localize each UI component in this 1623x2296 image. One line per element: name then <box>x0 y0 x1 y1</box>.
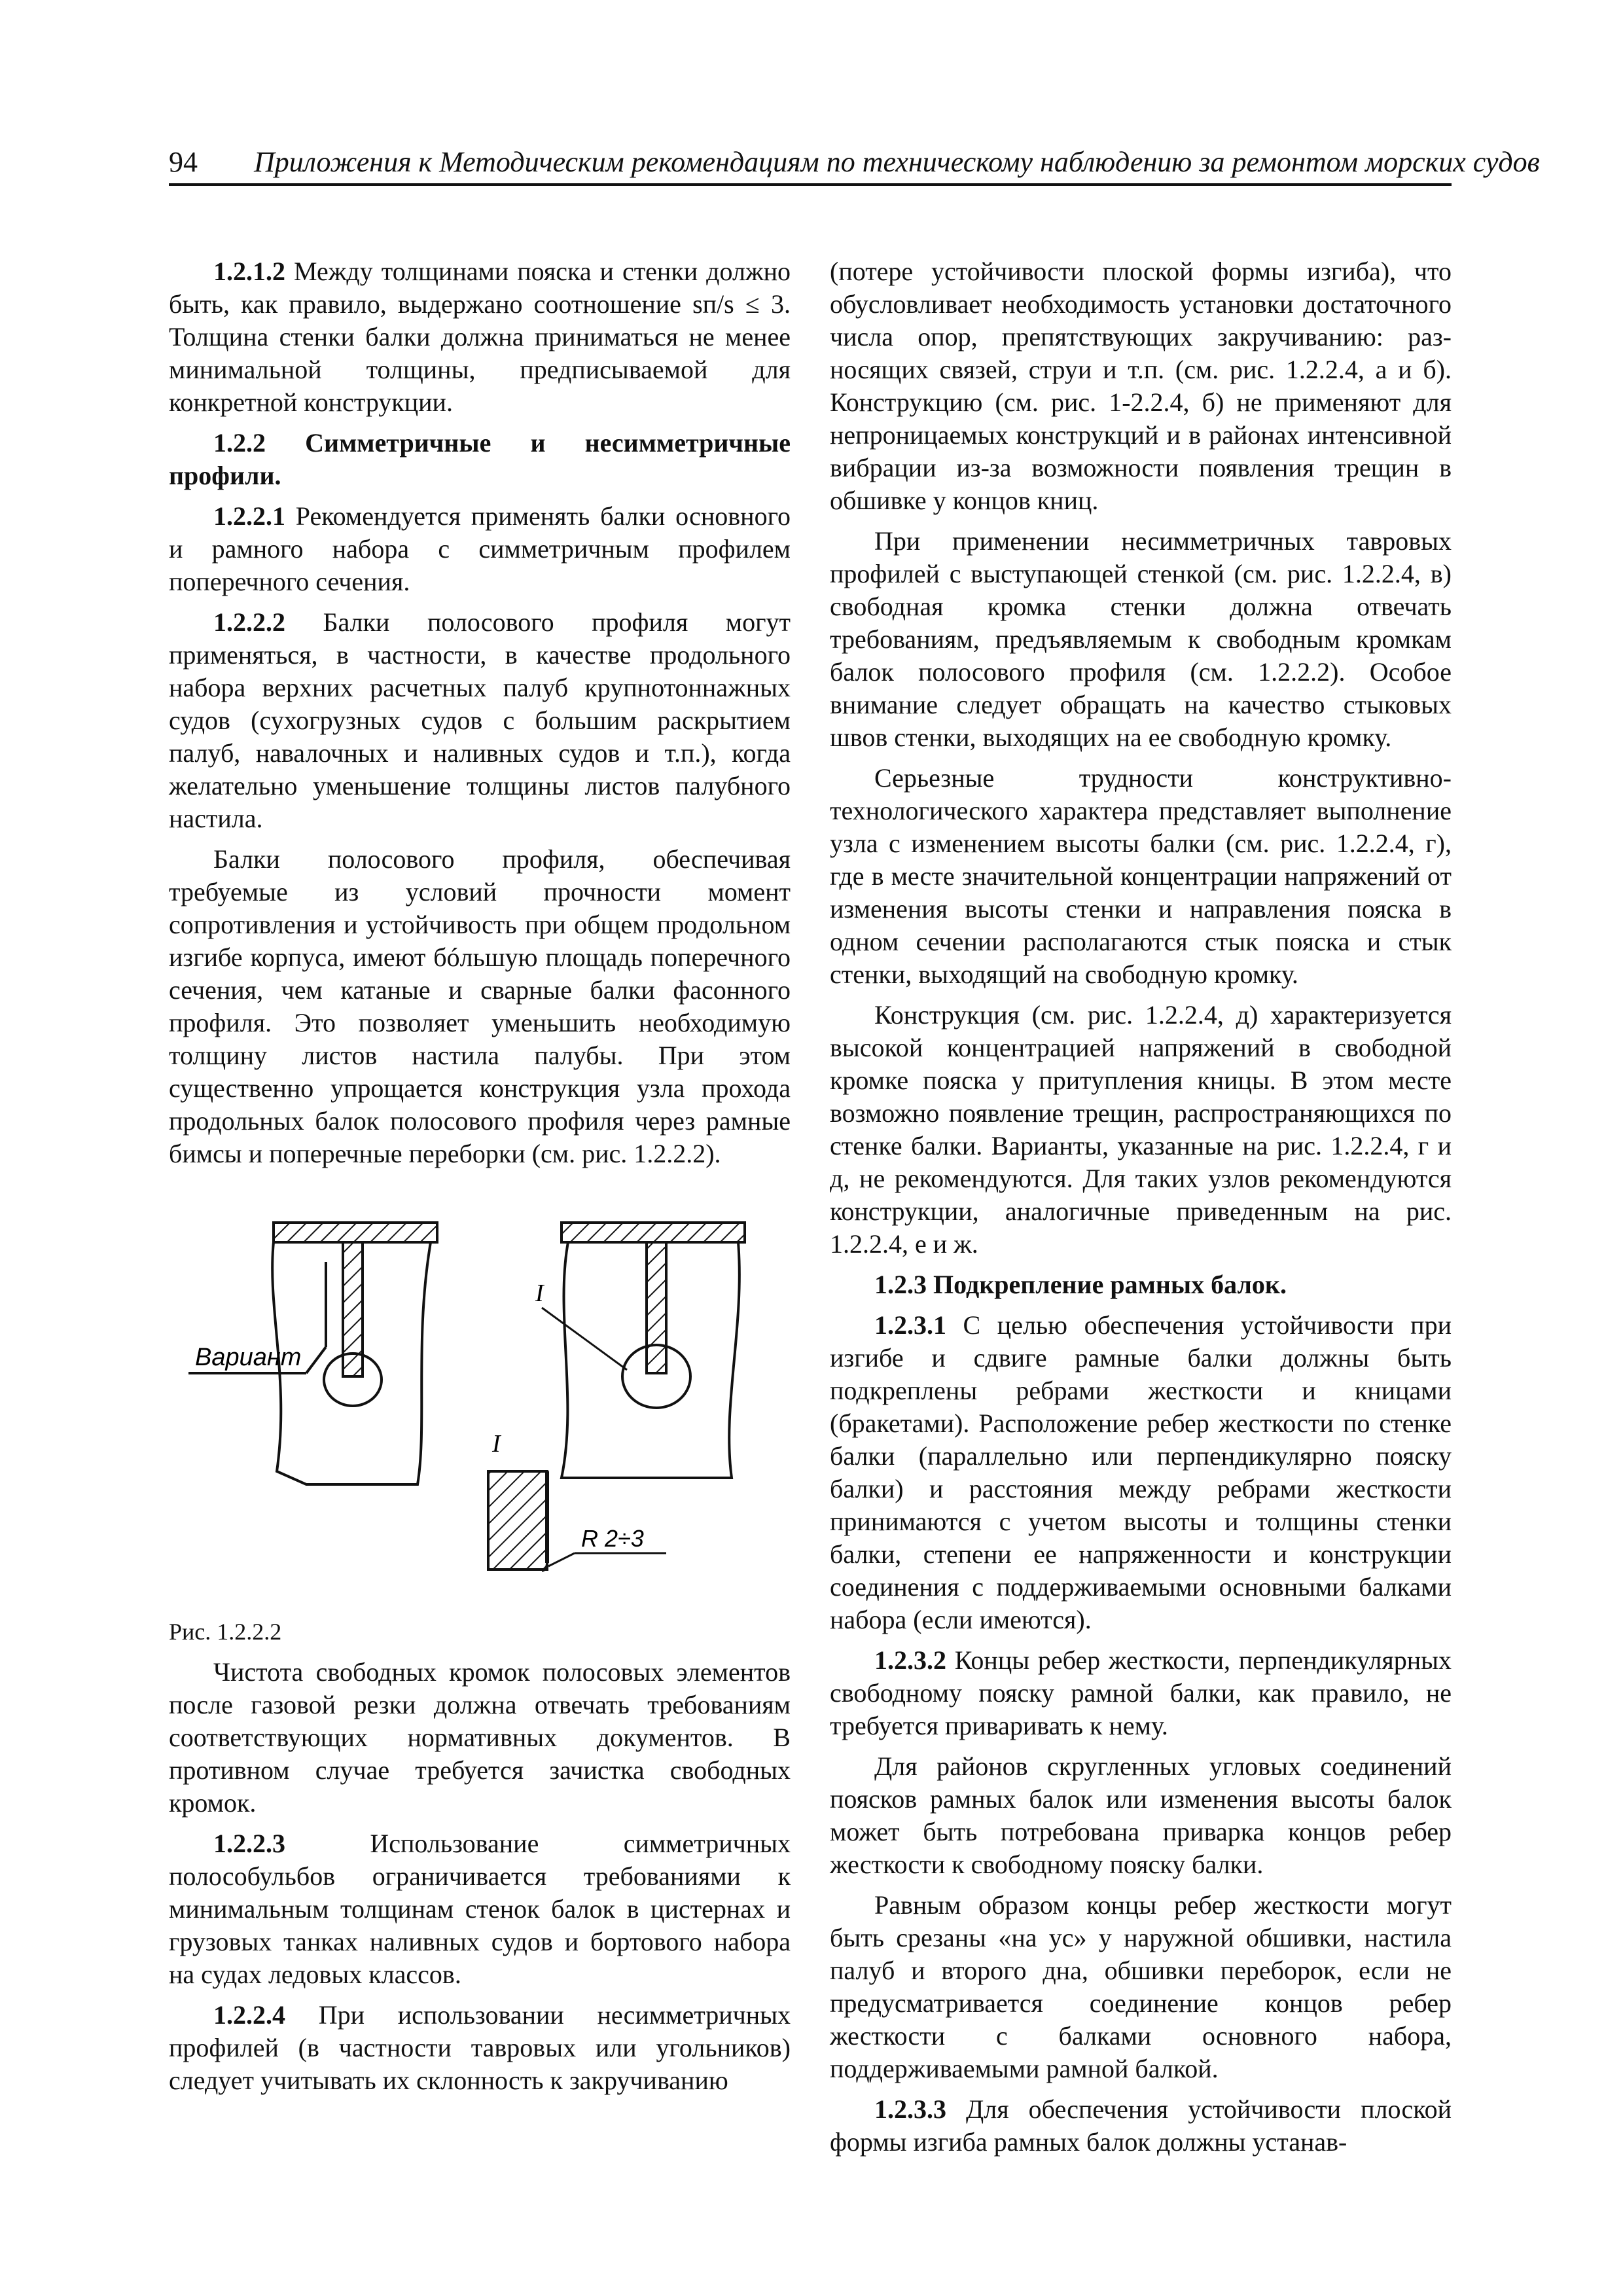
section-heading: 1.2.2 Симметричные и несимметричные профили. <box>169 428 791 490</box>
clause-number: 1.2.3.3 <box>874 2094 946 2124</box>
paragraph: (потере устойчивости плоской формы изгиба), что обусловливает необходимость установки достаточного числа опор, препятствующих закручиванию: раз-носящих связей, струи и т.п. (см. рис. 1.2.2.4, а и б). Конструкцию (см. рис. 1-2.2.4, б) не применяют для непроницаемых конструкций и в районах интенсивной вибрации из-за возможности появления трещин в обшивке у концов книц. <box>830 257 1452 515</box>
detail-i-edge <box>488 1471 666 1571</box>
figure-drawing <box>169 1210 791 1615</box>
label-detail-i-top: I <box>535 1280 544 1307</box>
paragraph-text: Балки полосового профиля могут применяться, в частности, в качестве продольного набора верхних расчетных палуб крупнотоннажных судов (сухогрузных судов с большим раскрытием палуб, навалочных и наливных судов и т.п.), когда желательно уменьшение толщины листов палубного настила. <box>169 607 791 833</box>
paragraph <box>169 606 791 835</box>
clause-number: 1.2.1.2 <box>213 257 285 286</box>
left-column <box>169 255 791 2105</box>
paragraph: Для районов скругленных угловых соединений поясков рамных балок или изменения высоты балок может быть потребована приварка концов ребер жесткости к свободному пояску балки. <box>830 1751 1452 1879</box>
section-heading: 1.2.3 Подкрепление рамных балок. <box>874 1270 1287 1299</box>
paragraph <box>169 500 791 598</box>
clause-number: 1.2.3.2 <box>874 1645 946 1675</box>
paragraph-text: С целью обеспечения устойчивости при изгибе и сдвиге рамные балки должны быть подкреплены ребрами жесткости и кницами (бракетами). Расположение ребер жесткости по стенке балки (параллельно или перпендикулярно пояску балки) и расстояния между ребрами жесткости принимаются с учетом высоты и толщины стенки балки, степени ее напряженности и конструкции соединения с поддерживаемыми основными балками набора (если имеются). <box>830 1310 1452 1634</box>
paragraph <box>169 255 791 419</box>
paragraph <box>830 2093 1452 2159</box>
paragraph-text: Концы ребер жесткости, перпендикулярных свободному пояску рамной балки, как правило, не требуется приваривать к нему. <box>830 1645 1452 1740</box>
clause-number: 1.2.2.1 <box>213 501 285 531</box>
figure-caption: Рис. 1.2.2.2 <box>169 1619 282 1645</box>
paragraph <box>169 1999 791 2097</box>
clause-number: 1.2.2.3 <box>213 1829 285 1858</box>
label-detail-i: I <box>492 1430 501 1458</box>
paragraph: Чистота свободных кромок полосовых элементов после газовой резки должна отвечать требованиям соответствующих нормативных документов. В противном случае требуется зачистка свободных кромок. <box>169 1657 791 1818</box>
paragraph-text: Использование симметричных полособульбов ограничивается требованиями к минимальным толщинам стенок балок в цистернах и грузовых танках наливных судов и бортового набора на судах ледовых классов. <box>169 1829 791 1989</box>
label-radius: R 2÷3 <box>581 1525 644 1552</box>
paragraph <box>830 1309 1452 1636</box>
paragraph: При применении несимметричных тавровых профилей с выступающей стенкой (см. рис. 1.2.2.4, в) свободная кромка стенки должна отвечать требованиям, предъявляемым к свободным кромкам балок полосового профиля (см. 1.2.2.2). Особое внимание следует обращать на качество стыковых швов стенки, выходящих на ее свободную кромку. <box>830 526 1452 752</box>
figure-1-2-2-2 <box>169 1210 791 1615</box>
paragraph <box>830 1644 1452 1742</box>
clause-number: 1.2.2.2 <box>213 607 285 637</box>
clause-number: 1.2.3.1 <box>874 1310 946 1340</box>
page-header <box>169 143 1540 186</box>
running-title: Приложения к Методическим рекомендациям по техническому наблюдению за ремонтом морских судов <box>254 146 1540 178</box>
paragraph: Конструкция (см. рис. 1.2.2.4, д) характеризуется высокой концентрацией напряжений в свободной кромке пояска у притупления кницы. В этом месте возможно появление трещин, распространяющихся по стенке балки. Варианты, указанные на рис. 1.2.2.4, г и д, не рекомендуются. Для таких узлов рекомендуются конструкции, аналогичные приведенным на рис. 1.2.2.4, е и ж. <box>830 1000 1452 1259</box>
paragraph: Балки полосового профиля, обеспечивая требуемые из условий прочности момент сопротивления и устойчивость при общем продольном изгибе корпуса, имеют бóльшую площадь поперечного сечения, чем катаные и сварные балки фасонного профиля. Это позволяет уменьшить необходимую толщину листов настила палубы. При этом существенно упрощается конструкция узла прохода продольных балок полосового профиля через рамные бимсы и поперечные переборки (см. рис. 1.2.2.2). <box>169 844 791 1168</box>
right-beam-node <box>542 1223 745 1478</box>
page-number: 94 <box>169 146 198 178</box>
paragraph: Равным образом концы ребер жесткости могут быть срезаны «на ус» у наружной обшивки, настила палуб и второго дна, обшивки переборок, если не предусматривается соединение концов ребер жесткости с балками основного набора, поддерживаемыми рамной балкой. <box>830 1890 1452 2083</box>
label-variant: Вариант <box>195 1344 302 1371</box>
paragraph-text: Для обеспечения устойчивости плоской формы изгиба рамных балок должны устанав- <box>830 2094 1452 2157</box>
paragraph-text: При использовании несимметричных профилей (в частности тавровых или угольников) следует учитывать их склонность к закручиванию <box>169 2000 791 2095</box>
right-column <box>830 255 1452 2166</box>
paragraph <box>169 1827 791 1991</box>
paragraph: Серьезные трудности конструктивно-технологического характера представляет выполнение узла с изменением высоты балки (см. рис. 1.2.2.4, г), где в месте значительной концентрации напряжений от изменения высоты стенки и направления пояска в одном сечении располагаются стык пояска и стык стенки, выходящий на свободную кромку. <box>830 763 1452 989</box>
clause-number: 1.2.2.4 <box>213 2000 285 2030</box>
paragraph-text: Между толщинами пояска и стенки должно быть, как правило, выдержано соотношение sп/s ≤ 3. Толщина стенки балки должна приниматься не менее минимальной толщины, предписываемой для конкретной конструкции. <box>169 257 791 417</box>
paragraph-text: Рекомендуется применять балки основного и рамного набора с симметричным профилем поперечного сечения. <box>169 501 791 596</box>
